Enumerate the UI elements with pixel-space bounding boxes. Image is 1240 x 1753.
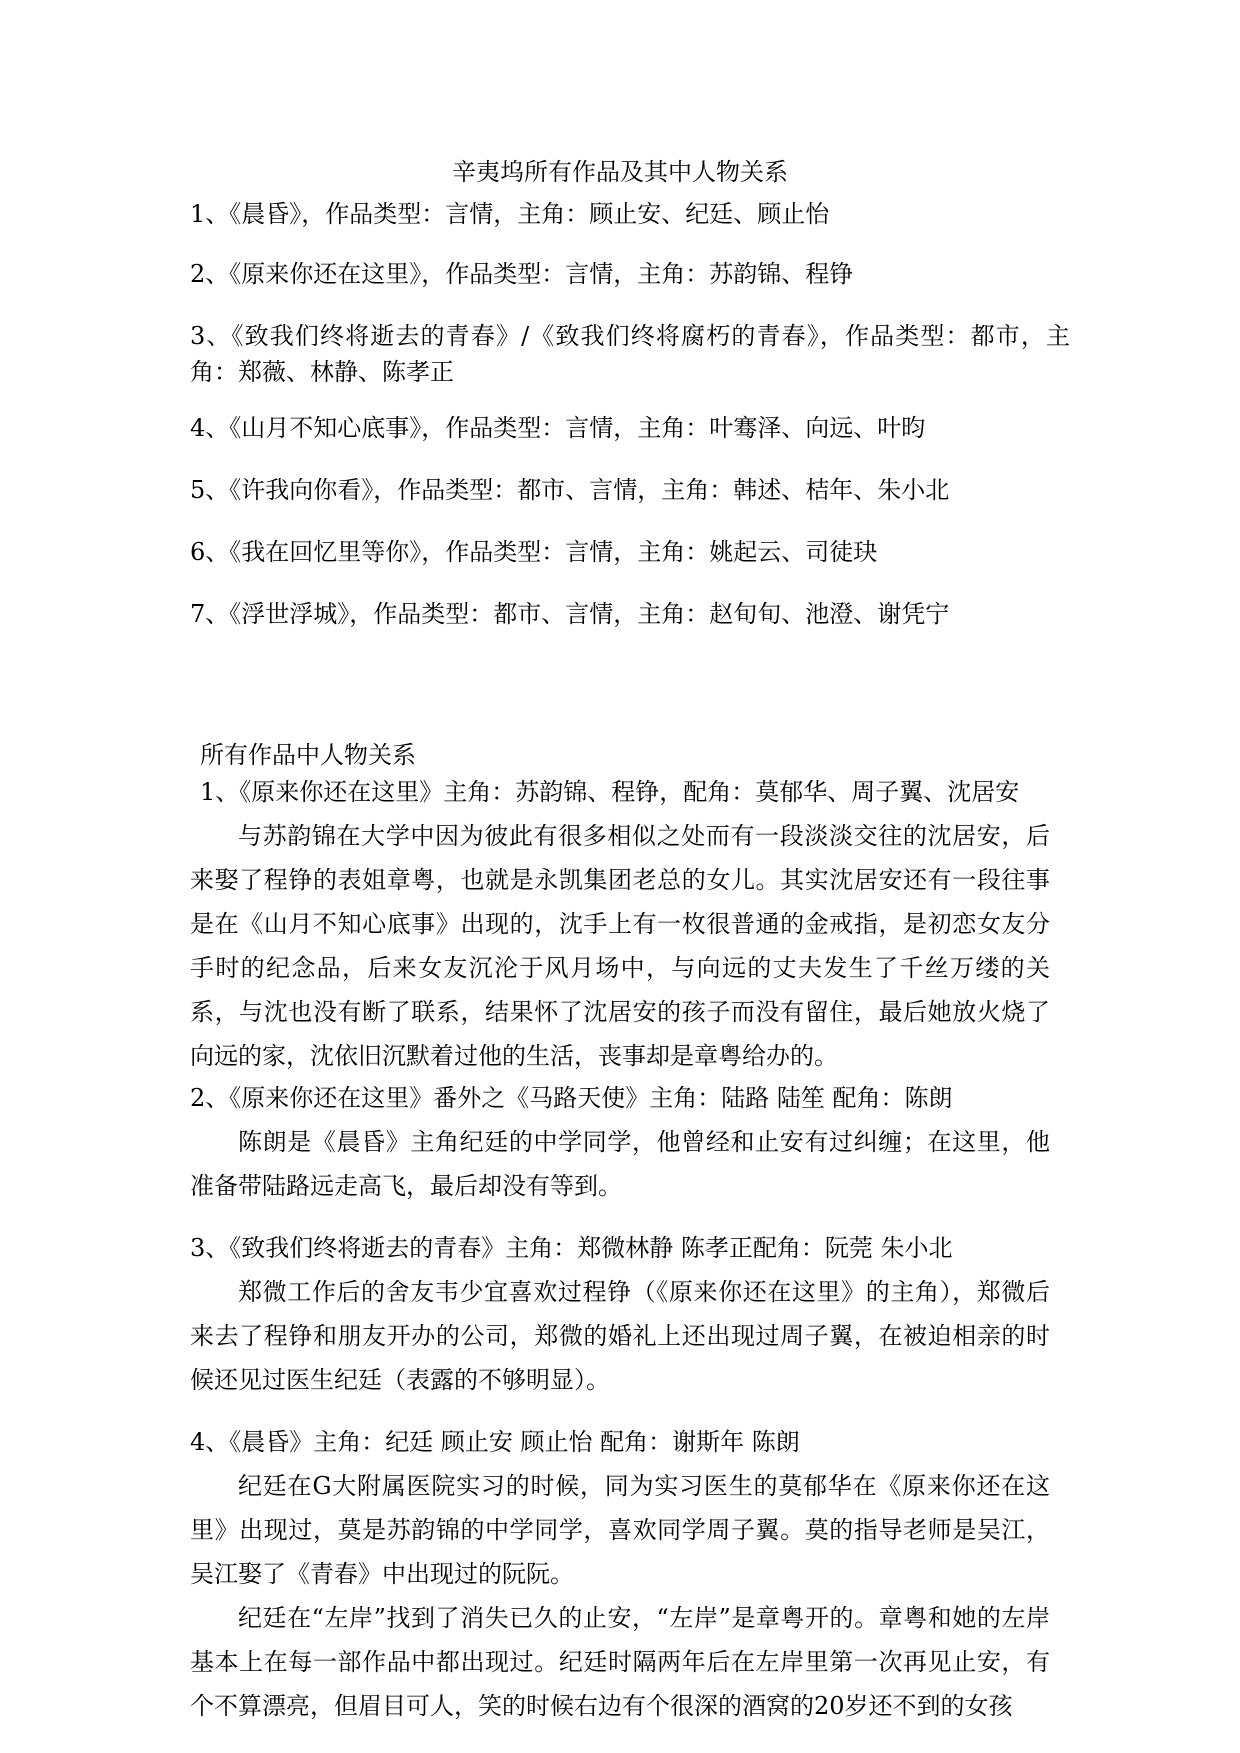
relation-heading: 3、《致我们终将逝去的青春》主角：郑微林静 陈孝正配角：阮莞 朱小北 [190,1234,953,1262]
relations-section-heading: 所有作品中人物关系 [200,741,416,769]
relation-section [190,770,1050,1078]
relation-heading: 1、《原来你还在这里》主角：苏韵锦、程铮，配角：莫郁华、周子翼、沈居安 [200,778,1020,806]
work-list-item: 6、《我在回忆里等你》，作品类型：言情，主角：姚起云、司徒玦 [190,538,878,566]
relation-paragraph: 纪廷在G大附属医院实习的时候，同为实习医生的莫郁华在《原来你还在这里》出现过，莫是苏韵锦的中学同学，喜欢同学周子翼。莫的指导老师是吴江，吴江娶了《青春》中出现过的阮阮。 [190,1472,1050,1588]
relation-section [190,1226,1050,1402]
relation-paragraph: 纪廷在“左岸”找到了消失已久的止安，“左岸”是章粤开的。章粤和她的左岸基本上在每一部作品中都出现过。纪廷时隔两年后在左岸里第一次再见止安，有个不算漂亮，但眉目可人，笑的时候右边有个很深的酒窝的20岁还不到的女孩 [190,1604,1050,1720]
work-list-item: 3、《致我们终将逝去的青春》/《致我们终将腐朽的青春》，作品类型：都市，主角：郑薇、林静、陈孝正 [190,322,1070,386]
relation-heading: 2、《原来你还在这里》番外之《马路天使》主角：陆路 陆笙 配角：陈朗 [190,1084,953,1112]
work-list-item: 1、《晨昏》，作品类型：言情，主角：顾止安、纪廷、顾止怡 [190,200,830,228]
document-title: 辛夷坞所有作品及其中人物关系 [452,158,788,186]
relation-paragraph: 陈朗是《晨昏》主角纪廷的中学同学，他曾经和止安有过纠缠；在这里，他准备带陆路远走高飞，最后却没有等到。 [190,1128,1050,1200]
relation-paragraph: 与苏韵锦在大学中因为彼此有很多相似之处而有一段淡淡交往的沈居安，后来娶了程铮的表姐章粤，也就是永凯集团老总的女儿。其实沈居安还有一段往事是在《山月不知心底事》出现的，沈手上有一枚很普通的金戒指，是初恋女友分手时的纪念品，后来女友沉沦于风月场中，与向远的丈夫发生了千丝万缕的关系，与沈也没有断了联系，结果怀了沈居安的孩子而没有留住，最后她放火烧了向远的家，沈依旧沉默着过他的生活，丧事却是章粤给办的。 [190,822,1050,1070]
relation-section [190,1076,1050,1208]
relation-section [190,1420,1050,1728]
work-list-item: 5、《许我向你看》，作品类型：都市、言情，主角：韩述、桔年、朱小北 [190,476,950,504]
work-list-item: 4、《山月不知心底事》，作品类型：言情，主角：叶骞泽、向远、叶昀 [190,414,926,442]
work-list-item: 7、《浮世浮城》，作品类型：都市、言情，主角：赵旬旬、池澄、谢凭宁 [190,600,950,628]
relation-paragraph: 郑微工作后的舍友韦少宜喜欢过程铮（《原来你还在这里》的主角），郑微后来去了程铮和朋友开办的公司，郑微的婚礼上还出现过周子翼，在被迫相亲的时候还见过医生纪廷（表露的不够明显）。 [190,1278,1050,1394]
work-list-item: 2、《原来你还在这里》，作品类型：言情，主角：苏韵锦、程铮 [190,260,854,288]
relation-heading: 4、《晨昏》主角：纪廷 顾止安 顾止怡 配角：谢斯年 陈朗 [190,1428,800,1456]
